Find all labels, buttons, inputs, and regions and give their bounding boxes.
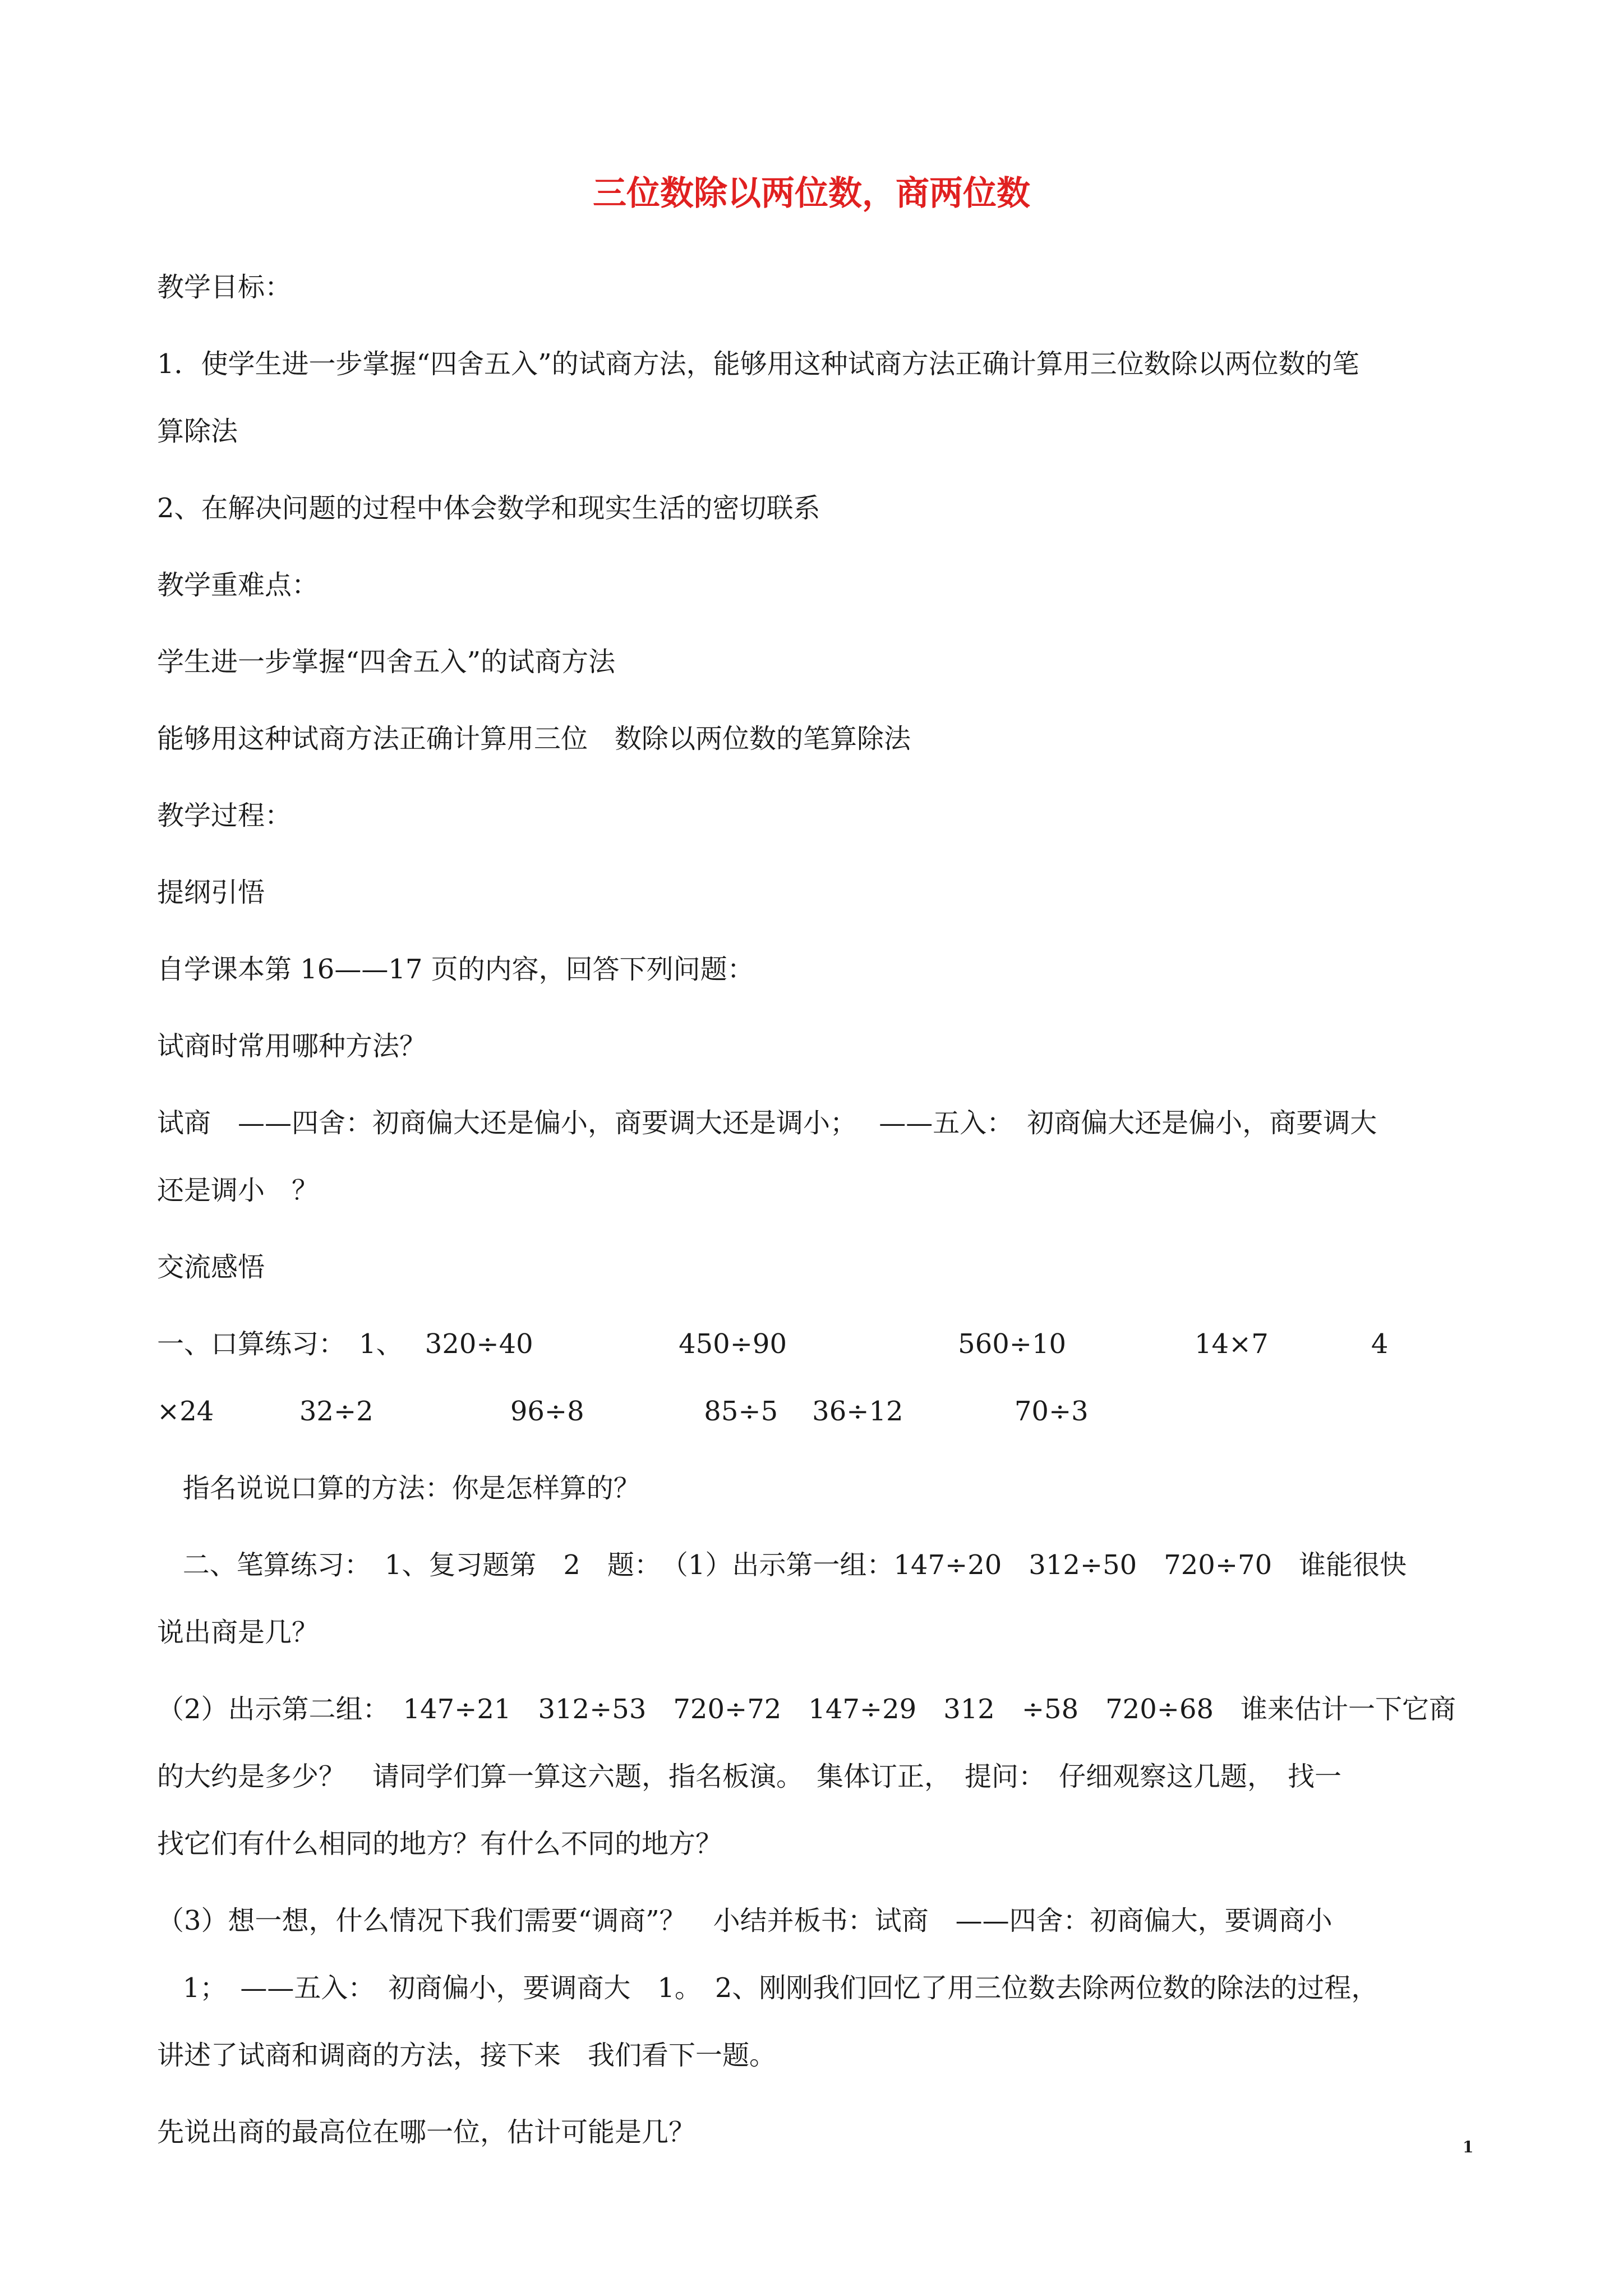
paragraph-line: 算除法 bbox=[157, 416, 238, 447]
section-heading-outline: 提纲引悟 bbox=[157, 877, 265, 908]
paragraph-line: 找它们有什么相同的地方？有什么不同的地方？ bbox=[157, 1828, 723, 1860]
section-heading-exchange: 交流感悟 bbox=[157, 1251, 265, 1283]
paragraph-line: 自学课本第 16——17 页的内容，回答下列问题： bbox=[157, 954, 754, 985]
paragraph-line: 一、口算练习： 1、 320÷40 450÷90 560÷10 14×7 4 bbox=[157, 1328, 1389, 1360]
document-title: 三位数除以两位数，商两位数 bbox=[593, 174, 1030, 213]
paragraph-line: 1； ——五入： 初商偏小，要调商大 1。 2、刚刚我们回忆了用三位数去除两位数的除法的过程， bbox=[157, 1972, 1378, 2004]
section-heading-objectives: 教学目标： bbox=[157, 272, 292, 303]
paragraph-line: 指名说说口算的方法：你是怎样算的？ bbox=[157, 1473, 640, 1504]
paragraph-line: 学生进一步掌握“四舍五入”的试商方法 bbox=[157, 646, 616, 678]
section-heading-process: 教学过程： bbox=[157, 800, 292, 831]
paragraph-line: 试商时常用哪种方法？ bbox=[157, 1030, 427, 1062]
page-number: 1 bbox=[1463, 2138, 1474, 2156]
paragraph-line: 的大约是多少？ 请同学们算一算这六题，指名板演。 集体订正， 提问： 仔细观察这几题， 找一 bbox=[157, 1761, 1342, 1792]
paragraph-line: 1．使学生进一步掌握“四舍五入”的试商方法，能够用这种试商方法正确计算用三位数除以两位数的笔 bbox=[157, 348, 1359, 380]
paragraph-line: 讲述了试商和调商的方法，接下来 我们看下一题。 bbox=[157, 2040, 777, 2071]
paragraph-line: 2、在解决问题的过程中体会数学和现实生活的密切联系 bbox=[157, 493, 820, 524]
paragraph-line: （2）出示第二组： 147÷21 312÷53 720÷72 147÷29 312 ÷58 720÷68 谁来估计一下它商 bbox=[157, 1694, 1456, 1725]
paragraph-line: 说出商是几？ bbox=[157, 1617, 319, 1648]
paragraph-line: 二、笔算练习： 1、复习题第 2 题： （1）出示第一组：147÷20 312÷50 720÷70 谁能很快 bbox=[157, 1549, 1407, 1581]
paragraph-line: 先说出商的最高位在哪一位，估计可能是几？ bbox=[157, 2116, 696, 2148]
section-heading-key-points: 教学重难点： bbox=[157, 569, 319, 601]
paragraph-line: 还是调小 ？ bbox=[157, 1175, 319, 1206]
paragraph-line: ×24 32÷2 96÷8 85÷5 36÷12 70÷3 bbox=[157, 1396, 1089, 1427]
paragraph-line: 试商 ——四舍：初商偏大还是偏小，商要调大还是调小； ——五入： 初商偏大还是偏小，商要调大 bbox=[157, 1107, 1377, 1139]
paragraph-line: （3）想一想，什么情况下我们需要“调商”？ 小结并板书：试商 ——四舍：初商偏大，要调商小 bbox=[157, 1905, 1332, 1936]
paragraph-line: 能够用这种试商方法正确计算用三位 数除以两位数的笔算除法 bbox=[157, 723, 911, 754]
